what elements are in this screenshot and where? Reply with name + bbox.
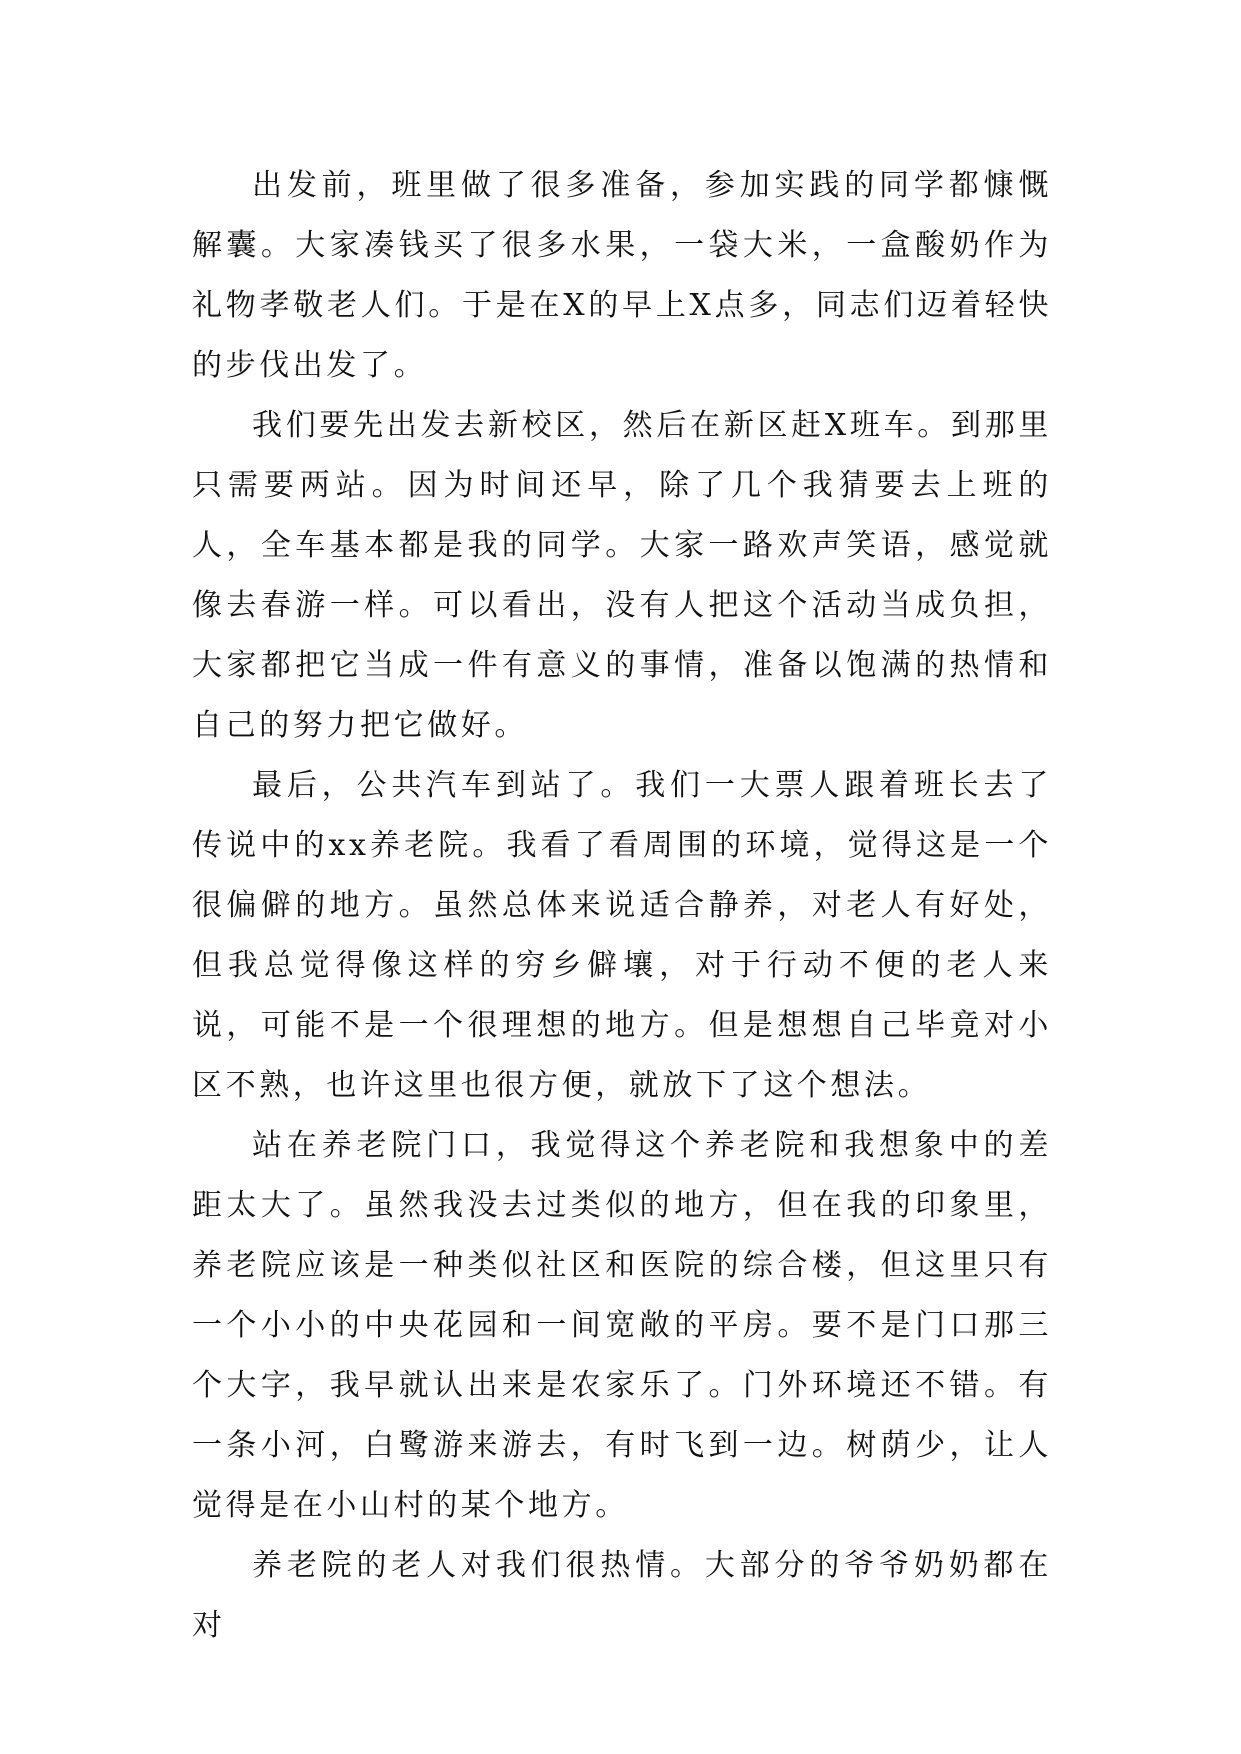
paragraph: 站在养老院门口，我觉得这个养老院和我想象中的差距太大了。虽然我没去过类似的地方，但在我的印象里，养老院应该是一种类似社区和医院的综合楼，但这里只有一个小小的中央花园和一间宽敞的平房。要不是门口那三个大字，我早就认出来是农家乐了。门外环境还不错。有一条小河，白鹭游来游去，有时飞到一边。树荫少，让人觉得是在小山村的某个地方。 <box>192 1128 1052 1523</box>
paragraph: 我们要先出发去新校区，然后在新区赶X班车。到那里只需要两站。因为时间还早，除了几个我猜要去上班的人，全车基本都是我的同学。大家一路欢声笑语，感觉就像去春游一样。可以看出，没有人把这个活动当成负担，大家都把它当成一件有意义的事情，准备以饱满的热情和自己的努力把它做好。 <box>192 408 1052 743</box>
paragraph: 养老院的老人对我们很热情。大部分的爷爷奶奶都在对 <box>192 1548 1052 1643</box>
document-body <box>192 156 1052 1656</box>
paragraph: 最后，公共汽车到站了。我们一大票人跟着班长去了传说中的xx养老院。我看了看周围的环境，觉得这是一个很偏僻的地方。虽然总体来说适合静养，对老人有好处，但我总觉得像这样的穷乡僻壤，对于行动不便的老人来说，可能不是一个很理想的地方。但是想想自己毕竟对小区不熟，也许这里也很方便，就放下了这个想法。 <box>192 768 1052 1103</box>
paragraph: 出发前，班里做了很多准备，参加实践的同学都慷慨解囊。大家凑钱买了很多水果，一袋大米，一盒酸奶作为礼物孝敬老人们。于是在X的早上X点多，同志们迈着轻快的步伐出发了。 <box>192 168 1052 383</box>
